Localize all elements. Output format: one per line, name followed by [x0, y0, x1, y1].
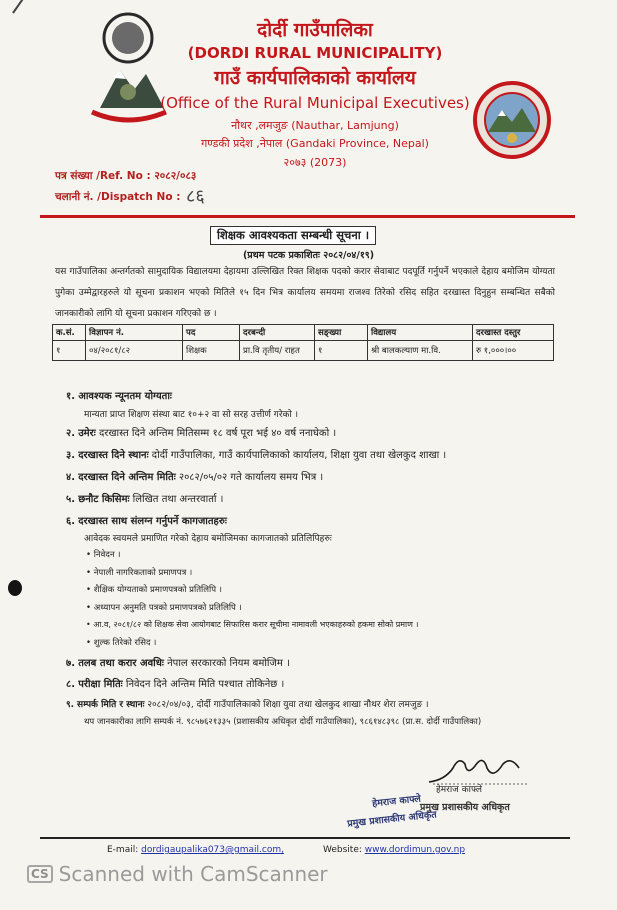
section-number: ८.	[66, 679, 75, 690]
table-cell: ०४/२०८१/८२	[86, 341, 183, 361]
municipality-name-np: दोर्दी गाउँपालिका	[257, 19, 373, 41]
section-number: १.	[66, 391, 75, 402]
ref-label: पत्र संख्या /Ref. No :	[55, 170, 151, 182]
table-cell: १	[53, 341, 86, 361]
table-header: सङ्ख्या	[315, 325, 368, 341]
document-item-text: शैक्षिक योग्यताको प्रमाणपत्रको प्रतिलिपि ।	[93, 585, 222, 595]
signatory-title: प्रमुख प्रशासकीय अधिकृत	[420, 802, 510, 813]
table-cell: प्रा.वि तृतीय/ राहत	[240, 341, 315, 361]
table-header: पद	[183, 325, 240, 341]
section-text: २०८२/०५/०२ गते कार्यालय समय भित्र ।	[178, 472, 324, 483]
dispatch-value: ८६	[186, 186, 205, 207]
established-year: २०७३ (2073)	[283, 156, 347, 169]
section-text: दोर्दी गाउँपालिका, गाउँ कार्यपालिकाको कार्यालय, शिक्षा युवा तथा खेलकुद शाखा ।	[151, 450, 447, 461]
stamp-title: प्रमुख प्रशासकीय अधिकृत	[346, 809, 438, 830]
header-divider	[40, 215, 575, 218]
table-cell: रु १,०००।००	[473, 341, 554, 361]
office-address: नौथर ,लमजुङ (Nauthar, Lamjung)	[231, 119, 399, 132]
office-name-np: गाउँ कार्यपालिकाको कार्यालय	[214, 67, 416, 89]
section-text: २०८२/०४/०३, दोर्दी गाउँपालिकाको शिक्षा युवा तथा खेलकुद शाखा नौथर शेरा लमजुङ ।	[147, 700, 429, 710]
section-number: ४.	[66, 472, 75, 483]
section-number: २.	[66, 428, 75, 439]
document-item-text: आ.व, २०८१/८२ को शिक्षक सेवा आयोगबाट सिफारिस करार सूचीमा नामावली भएकाहरुको हकमा सोको प्रमाण ।	[93, 620, 419, 629]
website-link[interactable]: www.dordimun.gov.np	[364, 845, 466, 855]
document-item: • अध्यापन अनुमति पत्रको प्रमाणपत्रको प्रतिलिपि ।	[86, 603, 242, 613]
ref-value: २०८२/०८३	[154, 170, 197, 182]
section-item	[66, 447, 446, 461]
vacancy-table	[52, 324, 554, 361]
section-item	[66, 676, 284, 690]
section-item	[66, 513, 227, 527]
office-name-en: (Office of the Rural Municipal Executives)	[160, 94, 470, 112]
section-number: ७.	[66, 658, 75, 669]
pen-mark	[12, 0, 26, 14]
section-text: नेपाल सरकारको नियम बमोजिम ।	[167, 658, 290, 669]
document-item: • निवेदन ।	[86, 550, 121, 560]
section-text: निवेदन दिने अन्तिम मिति पश्चात तोकिनेछ ।	[125, 679, 285, 690]
section-item	[66, 491, 223, 505]
notice-paragraph: यस गाउँपालिका अन्तर्गतको सामुदायिक विद्यालयमा देहायमा उल्लिखित रिक्त शिक्षक पदको करार सेवाबाट पदपूर्ति गर्नुपर्ने भएकाले देहाय बमोजिम योग्यता पुगेका उम्मेद्वारहरुले यो सूचना प्रकाशन भएको मितिले १५ दिन भित्र कार्यालय समयमा राजश्व तिरेको रसिद सहित दरखास्त दिनुहुन सम्बन्धित सबैको जानकारीको लागि यो सूचना प्रकाशन गरिएको छ ।	[55, 267, 555, 319]
contact-line: थप जानकारीका लागि सम्पर्क नं. ९८५७६२१३३५ (प्रशासकीय अधिकृत दोर्दी गाउँपालिका), ९८६१४८३९८ (प्रा.स. दोर्दी गाउँपालिका)	[84, 717, 482, 727]
camscanner-watermark	[27, 862, 328, 886]
email-label: E-mail:	[107, 845, 139, 855]
notice-title: शिक्षक आवश्यकता सम्बन्धी सूचना ।	[210, 226, 376, 245]
table-cell: १	[315, 341, 368, 361]
section-heading: दरखास्त दिने स्थानः	[78, 450, 149, 461]
section-heading: परीक्षा मितिः	[78, 679, 123, 690]
table-header: विज्ञापन नं.	[86, 325, 183, 341]
section-item	[66, 655, 290, 669]
section-heading: दरखास्त साथ संलग्न गर्नुपर्ने कागजातहरुः	[78, 516, 227, 527]
section-number: ३.	[66, 450, 75, 461]
section-number: ६.	[66, 516, 75, 527]
document-item: • शैक्षिक योग्यताको प्रमाणपत्रको प्रतिलिपि ।	[86, 585, 222, 595]
footer-divider	[40, 837, 570, 839]
section-heading: तलब तथा करार अवधिः	[78, 658, 164, 669]
document-item: • नेपाली नागरिकताको प्रमाणपत्र ।	[86, 568, 193, 578]
document-item-text: अध्यापन अनुमति पत्रको प्रमाणपत्रको प्रतिलिपि ।	[93, 603, 242, 613]
municipality-name-en: (DORDI RURAL MUNICIPALITY)	[187, 44, 443, 62]
office-province: गण्डकी प्रदेश ,नेपाल (Gandaki Province, Nepal)	[201, 137, 429, 150]
section-heading: सम्पर्क मिति र स्थानः	[76, 700, 145, 710]
document-item-text: नेपाली नागरिकताको प्रमाणपत्र ।	[93, 568, 193, 578]
section-item	[66, 697, 429, 710]
qualification-text: मान्यता प्राप्त शिक्षण संस्था बाट १०+२ वा सो सरह उत्तीर्ण गरेको ।	[84, 410, 299, 420]
section-number: ५.	[66, 494, 75, 505]
table-header: विद्यालय	[368, 325, 473, 341]
table-header: क.सं.	[53, 325, 86, 341]
municipality-seal-logo	[472, 80, 552, 160]
website-label: Website:	[323, 845, 362, 855]
footer-email	[107, 845, 284, 855]
section-text: दरखास्त दिने अन्तिम मितिसम्म १८ वर्ष पूरा भई ४० वर्ष ननाघेको ।	[98, 428, 337, 439]
document-item-text: निवेदन ।	[93, 550, 121, 560]
table-row	[53, 341, 554, 361]
section-number: ९.	[66, 700, 75, 710]
punch-hole	[8, 580, 22, 596]
section-item	[66, 425, 336, 439]
table-cell: शिक्षक	[183, 341, 240, 361]
notice-published-date: (प्रथम पटक प्रकाशितः २०८२/०४/१९)	[242, 250, 375, 261]
ref-number	[55, 169, 196, 183]
section-text: लिखित तथा अन्तरवार्ता ।	[132, 494, 224, 505]
document-item: • आ.व, २०८१/८२ को शिक्षक सेवा आयोगबाट सिफारिस करार सूचीमा नामावली भएकाहरुको हकमा सोको प्रमाण ।	[86, 620, 419, 629]
table-header: दरबन्दी	[240, 325, 315, 341]
table-header: दरखास्त दस्तुर	[473, 325, 554, 341]
email-link[interactable]: dordigaupalika073@gmail.com,	[141, 845, 284, 855]
table-cell: श्री बालकल्याण मा.वि.	[368, 341, 473, 361]
dispatch-label: चलानी नं. /Dispatch No :	[55, 191, 181, 203]
table-header-row	[53, 325, 554, 341]
document-item-text: शुल्क तिरेको रसिद ।	[93, 638, 157, 648]
signatory-name: हेमराज काफ्ले	[436, 785, 482, 795]
stamp-name: हेमराज काफ्ले	[371, 793, 422, 810]
section-item	[66, 388, 172, 402]
document-item: • शुल्क तिरेको रसिद ।	[86, 638, 157, 648]
documents-intro: आवेदक स्वयमले प्रमाणित गरेको देहाय बमोजिमका कागजातको प्रतिलिपिहरुः	[84, 534, 332, 544]
section-item	[66, 469, 323, 483]
section-heading: उमेरः	[78, 428, 96, 439]
camscanner-badge: CS	[27, 865, 53, 883]
section-heading: दरखास्त दिने अन्तिम मितिः	[78, 472, 176, 483]
footer-website	[323, 845, 465, 855]
section-heading: छनौट किसिमः	[78, 494, 130, 505]
section-heading: आवश्यक न्यूनतम योग्यताः	[78, 391, 172, 402]
camscanner-text: Scanned with CamScanner	[58, 862, 328, 886]
